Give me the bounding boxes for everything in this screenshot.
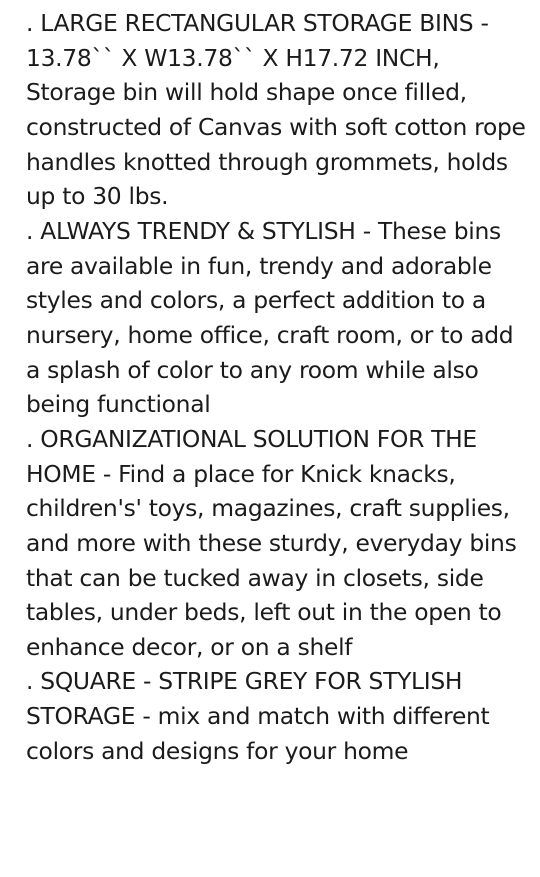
description-paragraph-square: . SQUARE - STRIPE GREY FOR STYLISH STORAGE - mix and match with different colors and designs for your home: [26, 667, 490, 765]
description-paragraph-style: . ALWAYS TRENDY & STYLISH - These bins are available in fun, trendy and adorable styles and colors, a perfect addition to a nursery, home office, craft room, or to add a splash of color to any room while also being functional: [26, 216, 514, 419]
description-paragraph-size: . LARGE RECTANGULAR STORAGE BINS - 13.78`` X W13.78`` X H17.72 INCH, Storage bin will hold shape once filled, constructed of Canvas with soft cotton rope handles knotted through grommets, holds up to 30 lbs.: [26, 9, 526, 211]
description-paragraph-organization: . ORGANIZATIONAL SOLUTION FOR THE HOME - Find a place for Knick knacks, children's' toys, magazines, craft supplies, and more with these sturdy, everyday bins that can be tucked away in closets, side tables, under beds, left out in the open to enhance decor, or on a shelf: [26, 424, 517, 661]
